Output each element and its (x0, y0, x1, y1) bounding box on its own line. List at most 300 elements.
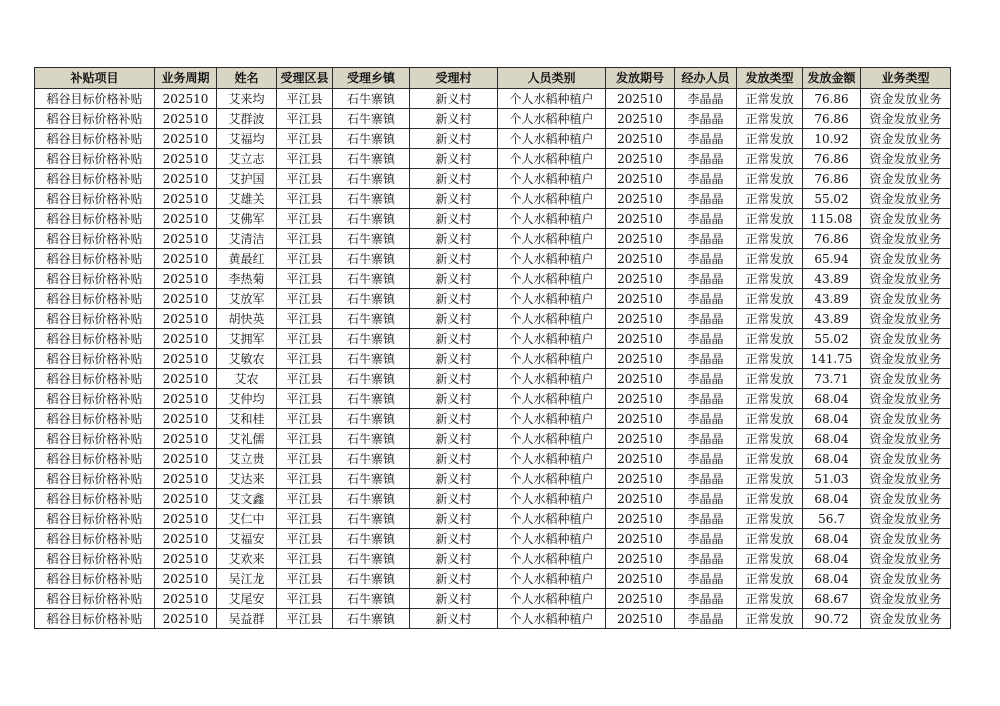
cell-person-category: 个人水稻种植户 (498, 329, 606, 349)
col-header-village: 受理村 (410, 68, 498, 89)
cell-name: 艾雄关 (217, 189, 277, 209)
cell-village: 新义村 (410, 429, 498, 449)
col-header-county: 受理区县 (277, 68, 333, 89)
cell-village: 新义村 (410, 109, 498, 129)
cell-subsidy-item: 稻谷目标价格补贴 (35, 289, 155, 309)
cell-issue-period: 202510 (606, 589, 675, 609)
table-row (35, 169, 951, 189)
cell-county: 平江县 (277, 509, 333, 529)
cell-business-type: 资金发放业务 (861, 229, 951, 249)
cell-village: 新义村 (410, 609, 498, 629)
cell-amount: 68.04 (803, 549, 861, 569)
cell-county: 平江县 (277, 129, 333, 149)
cell-handler: 李晶晶 (675, 209, 737, 229)
cell-issue-period: 202510 (606, 189, 675, 209)
cell-amount: 43.89 (803, 289, 861, 309)
cell-amount: 55.02 (803, 329, 861, 349)
cell-amount: 90.72 (803, 609, 861, 629)
cell-person-category: 个人水稻种植户 (498, 249, 606, 269)
cell-name: 艾佛军 (217, 209, 277, 229)
cell-issue-type: 正常发放 (737, 529, 803, 549)
cell-township: 石牛寨镇 (333, 309, 410, 329)
cell-name: 艾拥军 (217, 329, 277, 349)
cell-business-type: 资金发放业务 (861, 169, 951, 189)
col-header-amount: 发放金额 (803, 68, 861, 89)
cell-name: 艾尾安 (217, 589, 277, 609)
cell-subsidy-item: 稻谷目标价格补贴 (35, 469, 155, 489)
cell-issue-period: 202510 (606, 609, 675, 629)
cell-business-period: 202510 (155, 449, 217, 469)
table-row (35, 569, 951, 589)
table-row (35, 549, 951, 569)
cell-handler: 李晶晶 (675, 569, 737, 589)
cell-person-category: 个人水稻种植户 (498, 509, 606, 529)
cell-business-type: 资金发放业务 (861, 469, 951, 489)
cell-township: 石牛寨镇 (333, 129, 410, 149)
table-row (35, 389, 951, 409)
cell-issue-period: 202510 (606, 569, 675, 589)
cell-amount: 141.75 (803, 349, 861, 369)
cell-handler: 李晶晶 (675, 249, 737, 269)
cell-person-category: 个人水稻种植户 (498, 549, 606, 569)
cell-village: 新义村 (410, 589, 498, 609)
cell-village: 新义村 (410, 569, 498, 589)
cell-township: 石牛寨镇 (333, 349, 410, 369)
cell-subsidy-item: 稻谷目标价格补贴 (35, 389, 155, 409)
cell-person-category: 个人水稻种植户 (498, 189, 606, 209)
cell-subsidy-item: 稻谷目标价格补贴 (35, 329, 155, 349)
cell-business-period: 202510 (155, 269, 217, 289)
cell-business-period: 202510 (155, 169, 217, 189)
cell-name: 艾来均 (217, 89, 277, 109)
cell-business-period: 202510 (155, 309, 217, 329)
cell-issue-type: 正常发放 (737, 329, 803, 349)
table-body (35, 89, 951, 629)
cell-issue-period: 202510 (606, 249, 675, 269)
cell-township: 石牛寨镇 (333, 529, 410, 549)
cell-issue-type: 正常发放 (737, 229, 803, 249)
cell-village: 新义村 (410, 249, 498, 269)
cell-handler: 李晶晶 (675, 489, 737, 509)
cell-issue-type: 正常发放 (737, 569, 803, 589)
cell-subsidy-item: 稻谷目标价格补贴 (35, 129, 155, 149)
cell-township: 石牛寨镇 (333, 609, 410, 629)
cell-issue-period: 202510 (606, 409, 675, 429)
table-row (35, 609, 951, 629)
cell-handler: 李晶晶 (675, 549, 737, 569)
cell-handler: 李晶晶 (675, 89, 737, 109)
cell-county: 平江县 (277, 149, 333, 169)
cell-handler: 李晶晶 (675, 269, 737, 289)
cell-business-type: 资金发放业务 (861, 329, 951, 349)
cell-handler: 李晶晶 (675, 309, 737, 329)
cell-amount: 68.04 (803, 489, 861, 509)
cell-issue-type: 正常发放 (737, 429, 803, 449)
cell-name: 艾群波 (217, 109, 277, 129)
table-row (35, 269, 951, 289)
cell-business-period: 202510 (155, 189, 217, 209)
cell-handler: 李晶晶 (675, 129, 737, 149)
cell-business-type: 资金发放业务 (861, 409, 951, 429)
cell-issue-type: 正常发放 (737, 589, 803, 609)
cell-village: 新义村 (410, 289, 498, 309)
table-row (35, 449, 951, 469)
cell-issue-period: 202510 (606, 469, 675, 489)
cell-issue-period: 202510 (606, 549, 675, 569)
cell-business-type: 资金发放业务 (861, 89, 951, 109)
cell-county: 平江县 (277, 589, 333, 609)
cell-issue-type: 正常发放 (737, 389, 803, 409)
cell-village: 新义村 (410, 229, 498, 249)
col-header-business-period: 业务周期 (155, 68, 217, 89)
cell-subsidy-item: 稻谷目标价格补贴 (35, 589, 155, 609)
table-row (35, 349, 951, 369)
cell-township: 石牛寨镇 (333, 429, 410, 449)
cell-name: 艾护国 (217, 169, 277, 189)
table-row (35, 229, 951, 249)
cell-business-type: 资金发放业务 (861, 449, 951, 469)
cell-village: 新义村 (410, 329, 498, 349)
cell-handler: 李晶晶 (675, 609, 737, 629)
cell-issue-period: 202510 (606, 109, 675, 129)
cell-county: 平江县 (277, 449, 333, 469)
cell-subsidy-item: 稻谷目标价格补贴 (35, 489, 155, 509)
cell-village: 新义村 (410, 369, 498, 389)
cell-township: 石牛寨镇 (333, 549, 410, 569)
cell-business-period: 202510 (155, 249, 217, 269)
cell-person-category: 个人水稻种植户 (498, 569, 606, 589)
cell-handler: 李晶晶 (675, 349, 737, 369)
cell-county: 平江县 (277, 189, 333, 209)
cell-village: 新义村 (410, 349, 498, 369)
cell-township: 石牛寨镇 (333, 169, 410, 189)
table-row (35, 309, 951, 329)
cell-issue-period: 202510 (606, 209, 675, 229)
table-row (35, 529, 951, 549)
cell-county: 平江县 (277, 529, 333, 549)
cell-issue-period: 202510 (606, 489, 675, 509)
cell-issue-period: 202510 (606, 449, 675, 469)
cell-subsidy-item: 稻谷目标价格补贴 (35, 149, 155, 169)
cell-business-type: 资金发放业务 (861, 289, 951, 309)
cell-village: 新义村 (410, 509, 498, 529)
table-row (35, 289, 951, 309)
cell-issue-period: 202510 (606, 509, 675, 529)
cell-name: 艾文鑫 (217, 489, 277, 509)
cell-name: 吴江龙 (217, 569, 277, 589)
cell-handler: 李晶晶 (675, 169, 737, 189)
cell-county: 平江县 (277, 289, 333, 309)
cell-issue-type: 正常发放 (737, 549, 803, 569)
cell-person-category: 个人水稻种植户 (498, 149, 606, 169)
cell-amount: 43.89 (803, 269, 861, 289)
cell-county: 平江县 (277, 469, 333, 489)
cell-handler: 李晶晶 (675, 109, 737, 129)
cell-village: 新义村 (410, 189, 498, 209)
table-row (35, 89, 951, 109)
cell-business-period: 202510 (155, 109, 217, 129)
cell-business-type: 资金发放业务 (861, 269, 951, 289)
cell-village: 新义村 (410, 389, 498, 409)
cell-issue-type: 正常发放 (737, 149, 803, 169)
cell-subsidy-item: 稻谷目标价格补贴 (35, 229, 155, 249)
cell-name: 艾欢来 (217, 549, 277, 569)
table-row (35, 209, 951, 229)
cell-name: 艾立志 (217, 149, 277, 169)
cell-business-type: 资金发放业务 (861, 569, 951, 589)
cell-county: 平江县 (277, 369, 333, 389)
cell-township: 石牛寨镇 (333, 269, 410, 289)
cell-subsidy-item: 稻谷目标价格补贴 (35, 529, 155, 549)
cell-amount: 115.08 (803, 209, 861, 229)
cell-handler: 李晶晶 (675, 149, 737, 169)
cell-person-category: 个人水稻种植户 (498, 229, 606, 249)
cell-subsidy-item: 稻谷目标价格补贴 (35, 189, 155, 209)
cell-business-period: 202510 (155, 289, 217, 309)
cell-business-type: 资金发放业务 (861, 349, 951, 369)
cell-business-period: 202510 (155, 589, 217, 609)
cell-amount: 68.04 (803, 409, 861, 429)
table-row (35, 189, 951, 209)
cell-township: 石牛寨镇 (333, 409, 410, 429)
cell-issue-type: 正常发放 (737, 169, 803, 189)
cell-issue-period: 202510 (606, 309, 675, 329)
cell-issue-period: 202510 (606, 149, 675, 169)
table-row (35, 509, 951, 529)
cell-village: 新义村 (410, 89, 498, 109)
cell-business-type: 资金发放业务 (861, 189, 951, 209)
cell-amount: 68.04 (803, 429, 861, 449)
col-header-issue-period: 发放期号 (606, 68, 675, 89)
cell-business-type: 资金发放业务 (861, 249, 951, 269)
cell-county: 平江县 (277, 89, 333, 109)
cell-handler: 李晶晶 (675, 509, 737, 529)
cell-person-category: 个人水稻种植户 (498, 389, 606, 409)
cell-person-category: 个人水稻种植户 (498, 169, 606, 189)
cell-name: 艾农 (217, 369, 277, 389)
cell-subsidy-item: 稻谷目标价格补贴 (35, 509, 155, 529)
cell-county: 平江县 (277, 609, 333, 629)
cell-issue-type: 正常发放 (737, 409, 803, 429)
cell-issue-period: 202510 (606, 529, 675, 549)
cell-person-category: 个人水稻种植户 (498, 129, 606, 149)
cell-business-type: 资金发放业务 (861, 489, 951, 509)
cell-county: 平江县 (277, 309, 333, 329)
cell-business-type: 资金发放业务 (861, 149, 951, 169)
cell-county: 平江县 (277, 209, 333, 229)
cell-county: 平江县 (277, 249, 333, 269)
cell-business-type: 资金发放业务 (861, 609, 951, 629)
cell-issue-type: 正常发放 (737, 469, 803, 489)
cell-person-category: 个人水稻种植户 (498, 289, 606, 309)
cell-township: 石牛寨镇 (333, 489, 410, 509)
cell-business-period: 202510 (155, 129, 217, 149)
cell-village: 新义村 (410, 209, 498, 229)
cell-person-category: 个人水稻种植户 (498, 349, 606, 369)
cell-subsidy-item: 稻谷目标价格补贴 (35, 109, 155, 129)
cell-subsidy-item: 稻谷目标价格补贴 (35, 449, 155, 469)
cell-handler: 李晶晶 (675, 469, 737, 489)
cell-name: 艾仁中 (217, 509, 277, 529)
cell-issue-type: 正常发放 (737, 89, 803, 109)
cell-subsidy-item: 稻谷目标价格补贴 (35, 309, 155, 329)
cell-person-category: 个人水稻种植户 (498, 369, 606, 389)
cell-name: 吴益群 (217, 609, 277, 629)
col-header-issue-type: 发放类型 (737, 68, 803, 89)
cell-business-type: 资金发放业务 (861, 529, 951, 549)
cell-amount: 68.04 (803, 569, 861, 589)
col-header-business-type: 业务类型 (861, 68, 951, 89)
cell-amount: 55.02 (803, 189, 861, 209)
cell-township: 石牛寨镇 (333, 509, 410, 529)
cell-county: 平江县 (277, 389, 333, 409)
cell-subsidy-item: 稻谷目标价格补贴 (35, 169, 155, 189)
cell-subsidy-item: 稻谷目标价格补贴 (35, 209, 155, 229)
cell-handler: 李晶晶 (675, 389, 737, 409)
cell-county: 平江县 (277, 269, 333, 289)
cell-subsidy-item: 稻谷目标价格补贴 (35, 369, 155, 389)
table-row (35, 129, 951, 149)
cell-issue-type: 正常发放 (737, 109, 803, 129)
cell-subsidy-item: 稻谷目标价格补贴 (35, 609, 155, 629)
table-row (35, 489, 951, 509)
cell-county: 平江县 (277, 409, 333, 429)
cell-handler: 李晶晶 (675, 329, 737, 349)
cell-person-category: 个人水稻种植户 (498, 269, 606, 289)
cell-amount: 51.03 (803, 469, 861, 489)
cell-handler: 李晶晶 (675, 289, 737, 309)
table-row (35, 329, 951, 349)
cell-person-category: 个人水稻种植户 (498, 109, 606, 129)
cell-township: 石牛寨镇 (333, 109, 410, 129)
cell-amount: 68.04 (803, 449, 861, 469)
cell-subsidy-item: 稻谷目标价格补贴 (35, 569, 155, 589)
cell-issue-period: 202510 (606, 289, 675, 309)
cell-issue-type: 正常发放 (737, 349, 803, 369)
cell-county: 平江县 (277, 349, 333, 369)
cell-business-period: 202510 (155, 429, 217, 449)
cell-county: 平江县 (277, 169, 333, 189)
cell-issue-period: 202510 (606, 329, 675, 349)
cell-person-category: 个人水稻种植户 (498, 489, 606, 509)
cell-business-period: 202510 (155, 389, 217, 409)
cell-business-period: 202510 (155, 489, 217, 509)
cell-business-type: 资金发放业务 (861, 129, 951, 149)
cell-issue-type: 正常发放 (737, 489, 803, 509)
cell-village: 新义村 (410, 529, 498, 549)
cell-township: 石牛寨镇 (333, 469, 410, 489)
cell-township: 石牛寨镇 (333, 149, 410, 169)
subsidy-table (34, 67, 951, 629)
cell-issue-type: 正常发放 (737, 309, 803, 329)
cell-amount: 68.67 (803, 589, 861, 609)
cell-county: 平江县 (277, 489, 333, 509)
cell-business-period: 202510 (155, 509, 217, 529)
cell-handler: 李晶晶 (675, 589, 737, 609)
cell-village: 新义村 (410, 449, 498, 469)
cell-township: 石牛寨镇 (333, 89, 410, 109)
cell-issue-type: 正常发放 (737, 209, 803, 229)
cell-handler: 李晶晶 (675, 449, 737, 469)
cell-issue-type: 正常发放 (737, 509, 803, 529)
cell-subsidy-item: 稻谷目标价格补贴 (35, 269, 155, 289)
cell-person-category: 个人水稻种植户 (498, 89, 606, 109)
cell-subsidy-item: 稻谷目标价格补贴 (35, 549, 155, 569)
cell-village: 新义村 (410, 549, 498, 569)
cell-township: 石牛寨镇 (333, 329, 410, 349)
cell-village: 新义村 (410, 149, 498, 169)
cell-issue-period: 202510 (606, 169, 675, 189)
col-header-township: 受理乡镇 (333, 68, 410, 89)
cell-issue-period: 202510 (606, 429, 675, 449)
cell-issue-type: 正常发放 (737, 189, 803, 209)
cell-person-category: 个人水稻种植户 (498, 409, 606, 429)
cell-amount: 68.04 (803, 389, 861, 409)
cell-name: 艾礼儒 (217, 429, 277, 449)
cell-name: 艾和桂 (217, 409, 277, 429)
cell-business-type: 资金发放业务 (861, 509, 951, 529)
cell-person-category: 个人水稻种植户 (498, 609, 606, 629)
cell-business-period: 202510 (155, 469, 217, 489)
cell-handler: 李晶晶 (675, 409, 737, 429)
table-row (35, 429, 951, 449)
table-row (35, 589, 951, 609)
cell-county: 平江县 (277, 109, 333, 129)
cell-township: 石牛寨镇 (333, 229, 410, 249)
cell-business-period: 202510 (155, 549, 217, 569)
cell-name: 艾福安 (217, 529, 277, 549)
cell-person-category: 个人水稻种植户 (498, 429, 606, 449)
cell-township: 石牛寨镇 (333, 589, 410, 609)
cell-amount: 43.89 (803, 309, 861, 329)
cell-issue-period: 202510 (606, 369, 675, 389)
cell-handler: 李晶晶 (675, 429, 737, 449)
cell-name: 艾仲均 (217, 389, 277, 409)
cell-name: 艾敏农 (217, 349, 277, 369)
cell-amount: 76.86 (803, 149, 861, 169)
cell-village: 新义村 (410, 129, 498, 149)
cell-township: 石牛寨镇 (333, 449, 410, 469)
cell-name: 艾清洁 (217, 229, 277, 249)
col-header-subsidy-item: 补贴项目 (35, 68, 155, 89)
cell-handler: 李晶晶 (675, 189, 737, 209)
cell-county: 平江县 (277, 569, 333, 589)
cell-business-period: 202510 (155, 569, 217, 589)
cell-village: 新义村 (410, 409, 498, 429)
cell-amount: 76.86 (803, 89, 861, 109)
cell-name: 艾立贵 (217, 449, 277, 469)
table-row (35, 369, 951, 389)
cell-business-period: 202510 (155, 229, 217, 249)
cell-business-period: 202510 (155, 529, 217, 549)
cell-amount: 68.04 (803, 529, 861, 549)
cell-person-category: 个人水稻种植户 (498, 529, 606, 549)
cell-person-category: 个人水稻种植户 (498, 309, 606, 329)
cell-business-type: 资金发放业务 (861, 309, 951, 329)
col-header-person-category: 人员类别 (498, 68, 606, 89)
cell-person-category: 个人水稻种植户 (498, 209, 606, 229)
cell-business-period: 202510 (155, 369, 217, 389)
cell-issue-period: 202510 (606, 349, 675, 369)
table-row (35, 109, 951, 129)
cell-issue-type: 正常发放 (737, 609, 803, 629)
cell-handler: 李晶晶 (675, 229, 737, 249)
cell-person-category: 个人水稻种植户 (498, 449, 606, 469)
cell-village: 新义村 (410, 169, 498, 189)
cell-issue-period: 202510 (606, 129, 675, 149)
cell-business-period: 202510 (155, 609, 217, 629)
cell-handler: 李晶晶 (675, 529, 737, 549)
